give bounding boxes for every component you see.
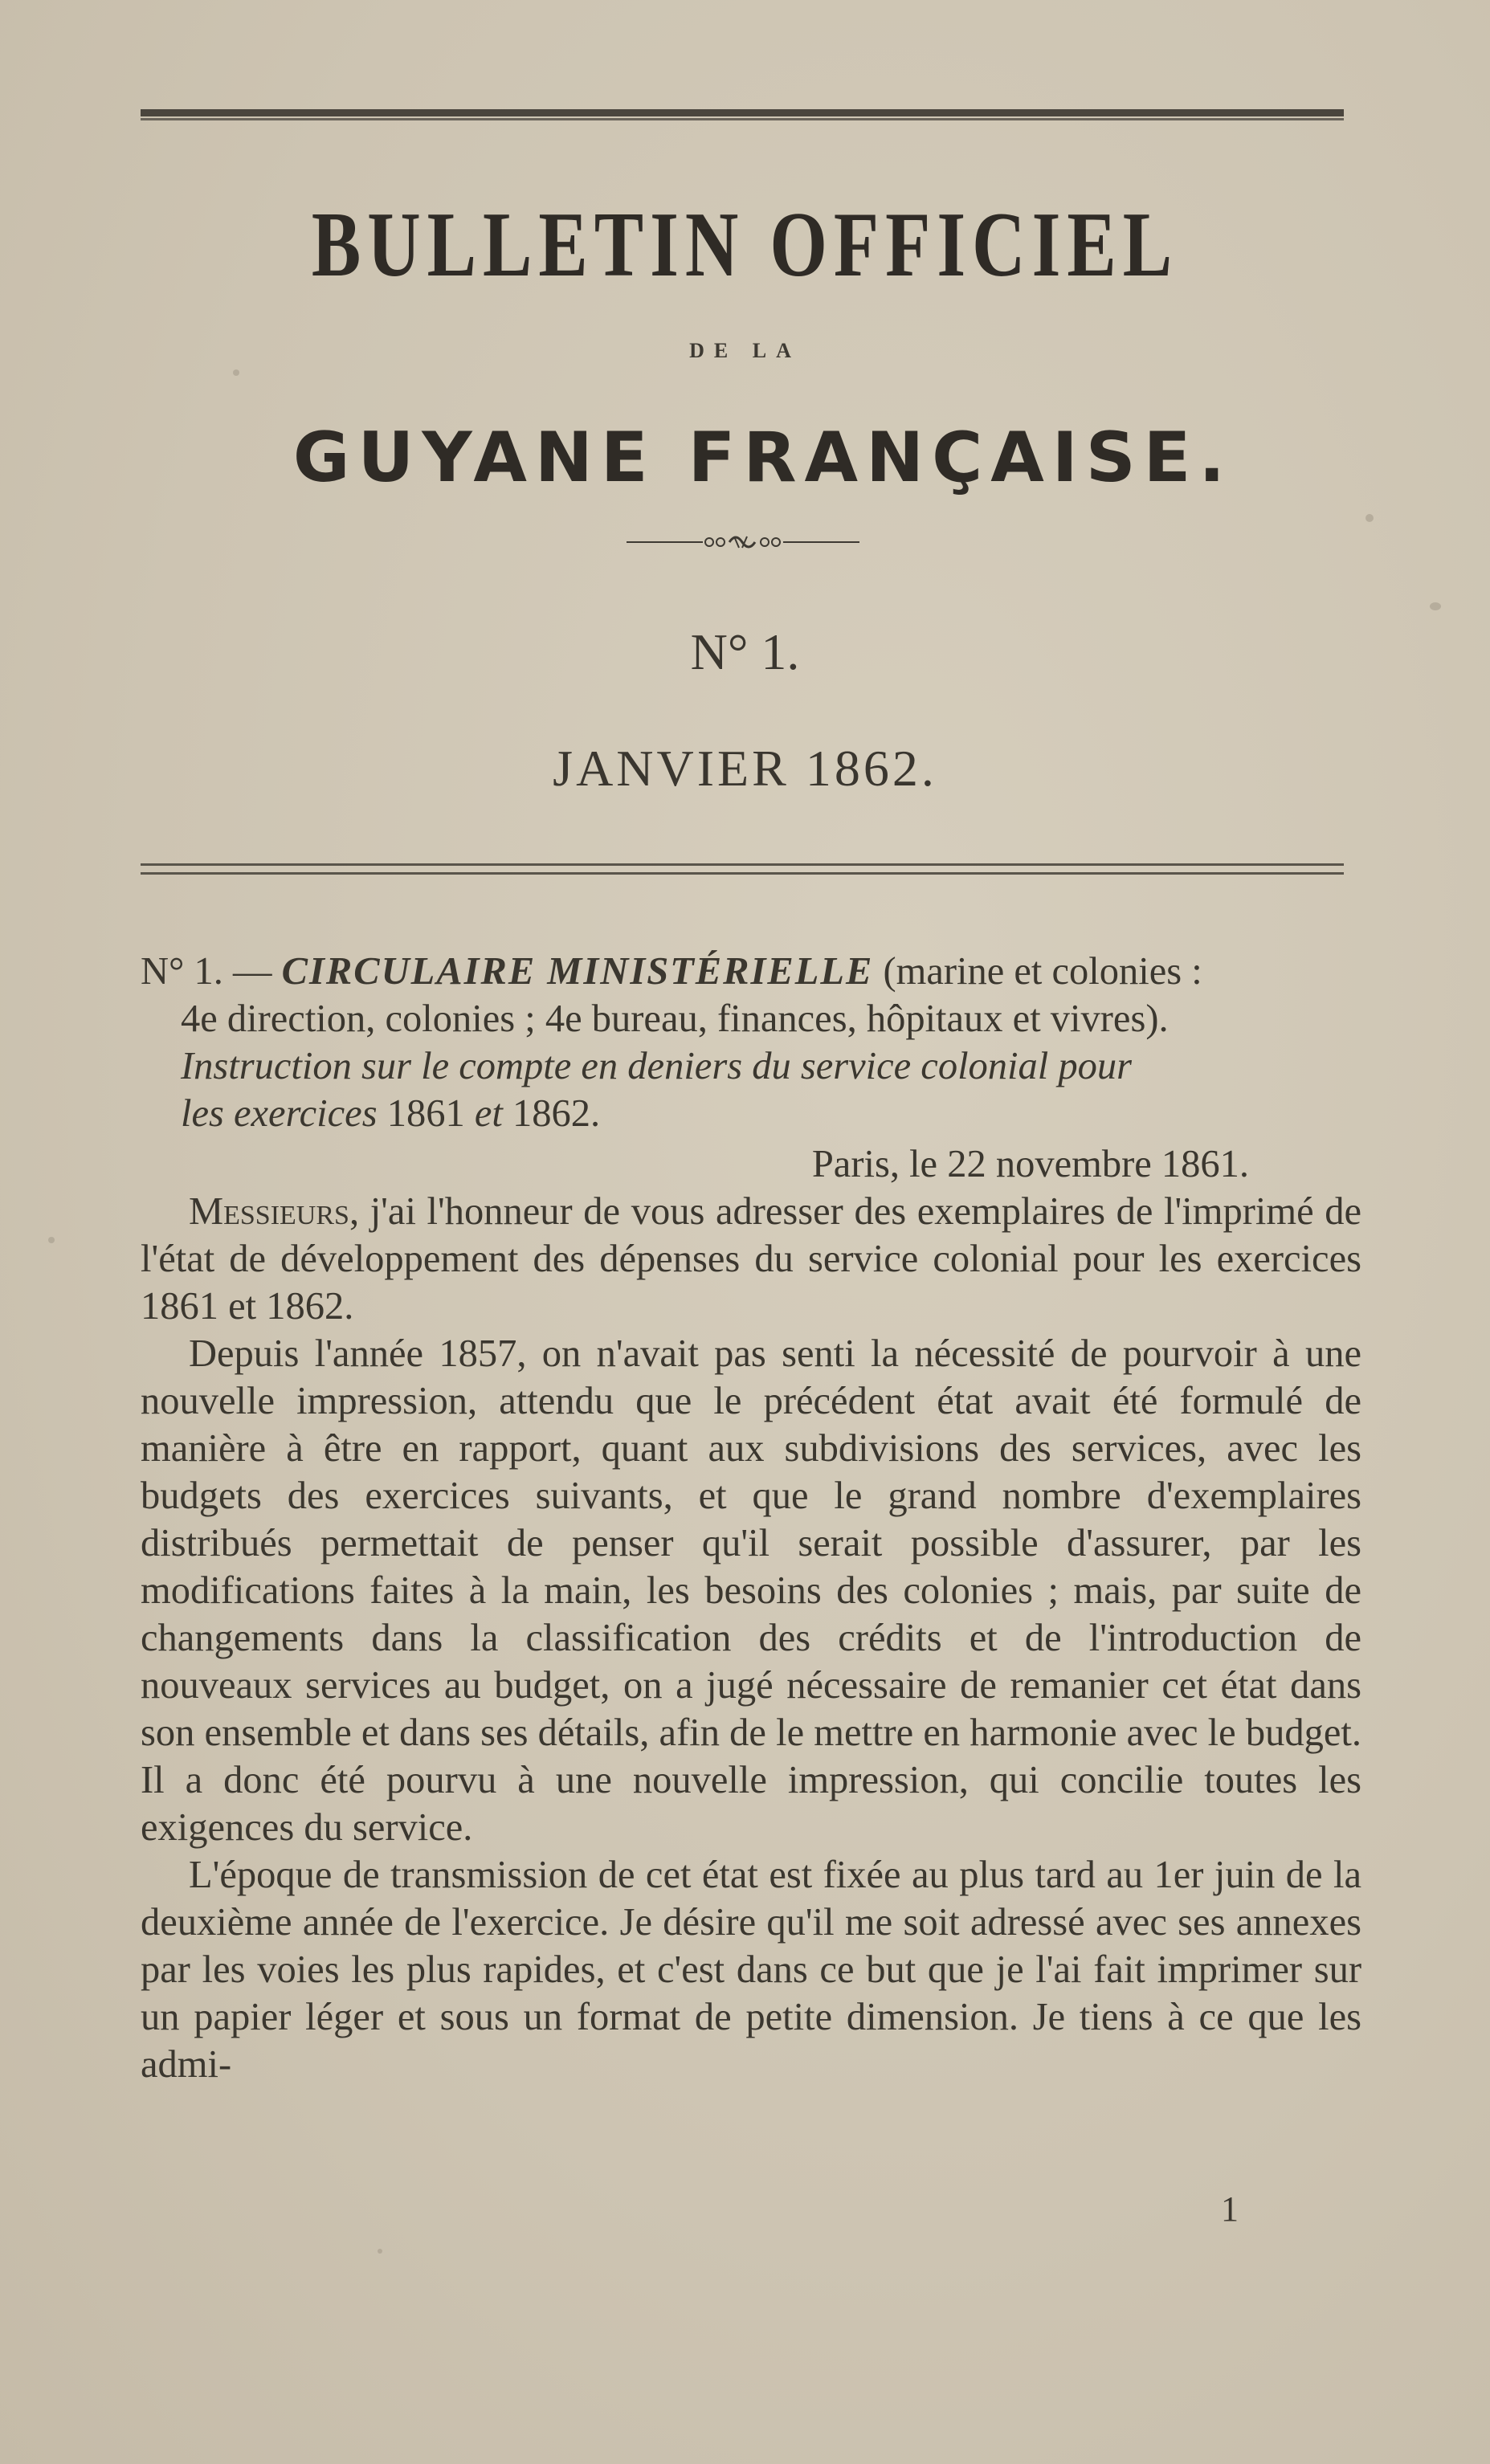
heading-et: et (464, 1092, 512, 1135)
place-date: Paris, le 22 novembre 1861. (811, 1143, 1249, 1185)
issue-date: JANVIER 1862. (553, 740, 937, 797)
article-heading (141, 948, 1361, 1137)
paper-speck (233, 369, 239, 376)
paragraph-1 (141, 1188, 1361, 1330)
heading-rest: (marine et colonies : (873, 950, 1202, 993)
heading-title: CIRCULAIRE MINISTÉRIELLE (281, 950, 874, 993)
paper-speck (48, 1237, 55, 1243)
top-rule (141, 109, 1344, 120)
guyane-subtitle: GUYANE FRANÇAISE. (292, 418, 1234, 498)
ornament-divider (627, 530, 859, 554)
heading-number: N° 1. — (141, 950, 272, 993)
heading-line-3: Instruction sur le compte en deniers du service colonial pour (181, 1045, 1132, 1087)
paper-speck (1365, 514, 1374, 522)
paper-speck (378, 2249, 382, 2254)
article-body (141, 948, 1361, 2088)
salutation: Messieurs (189, 1190, 349, 1233)
section-rule (141, 863, 1344, 875)
paragraph-2: Depuis l'année 1857, on n'avait pas senti la nécessité de pourvoir à une nouvelle impression, attendu que le précédent état avait été formulé de manière à être en rapport, quant aux subdivisions des services, avec les budgets des exercices suivants, et que le grand nombre d'exemplaires distribués permettait de penser qu'il serait possible d'assurer, par les modifications faites à la main, les besoins des colonies ; mais, par suite de changements dans la classification des crédits et de l'introduction de nouveaux services au budget, on a jugé nécessaire de remanier cet état dans son ensemble et dans ses détails, afin de le mettre en harmonie avec le budget. Il a donc été pourvu à une nouvelle impression, qui concilie toutes les exigences du service. (141, 1332, 1361, 1849)
heading-year-a: 1861 (386, 1092, 465, 1135)
issue-number: N° 1. (690, 623, 800, 680)
heading-line-2: 4e direction, colonies ; 4e bureau, finances, hôpitaux et vivres). (181, 997, 1169, 1040)
paragraph-1-text: , j'ai l'honneur de vous adresser des exemplaires de l'imprimé de l'état de développement des dépenses du service colonial pour les exercices 1861 et 1862. (141, 1190, 1361, 1328)
heading-year-b: 1862. (512, 1092, 601, 1135)
bulletin-title: BULLETIN OFFICIEL (311, 193, 1179, 296)
paragraph-3: L'époque de transmission de cet état est fixée au plus tard au 1er juin de la deuxième année de l'exercice. Je désire qu'il me soit adressé avec ses annexes par les voies les plus rapides, et c'est dans ce but que je l'ai fait imprimer sur un papier léger et sous un format de petite dimension. Je tiens à ce que les admi- (141, 1854, 1361, 2086)
paper-speck (1430, 602, 1441, 610)
page-number: 1 (1221, 2189, 1239, 2229)
de-la-text: DE LA (689, 339, 801, 362)
heading-line-4-italic: les exercices (181, 1092, 387, 1135)
